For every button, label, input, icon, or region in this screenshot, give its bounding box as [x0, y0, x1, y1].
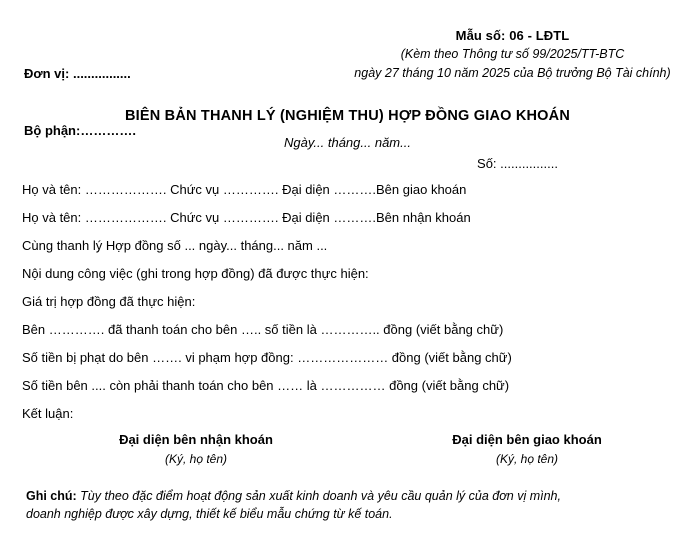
contract-reference-line: Cùng thanh lý Hợp đồng số ... ngày... tháng... năm ...	[22, 238, 328, 253]
page-title: BIÊN BẢN THANH LÝ (NGHIỆM THU) HỢP ĐỒNG GIAO KHOÁN	[124, 108, 570, 124]
signature-assignee-title: Đại diện bên nhận khoán	[119, 432, 273, 447]
signature-assignor-title: Đại diện bên giao khoán	[452, 432, 602, 447]
document-number-value: Số: ................	[477, 156, 558, 171]
circular-reference-line-1: (Kèm theo Thông tư số 99/2025/TT-BTC	[400, 47, 625, 61]
contract-value-line: Giá trị hợp đồng đã thực hiện:	[22, 294, 196, 309]
title-block	[0, 108, 695, 150]
representative-line-assignee: Họ và tên: ………………. Chức vụ …………. Đại diện ……….Bên nhận khoán	[22, 210, 471, 225]
circular-reference-line-2: ngày 27 tháng 10 năm 2025 của Bộ trưởng Bộ Tài chính)	[354, 66, 671, 80]
footer-note-text-line-1: Tùy theo đặc điểm hoạt động sản xuất kinh doanh và yêu cầu quản lý của đơn vị mình,	[76, 489, 561, 503]
work-content-line: Nội dung công việc (ghi trong hợp đồng) đã được thực hiện:	[22, 266, 369, 281]
document-date-line: Ngày... tháng... năm...	[284, 135, 411, 150]
document-number-line	[0, 156, 695, 171]
signature-assignor	[407, 432, 647, 466]
amount-paid-line: Bên …………. đã thanh toán cho bên ….. số tiền là ………….. đồng (viết bằng chữ)	[22, 322, 504, 337]
signature-block	[0, 432, 695, 472]
department-field: Bộ phận:………….	[24, 123, 136, 138]
conclusion-line: Kết luận:	[22, 406, 74, 421]
footer-note-label: Ghi chú:	[26, 489, 77, 503]
unit-field: Đơn vị: ................	[24, 66, 131, 81]
representative-line-assignor: Họ và tên: ………………. Chức vụ …………. Đại diện ……….Bên giao khoán	[22, 182, 467, 197]
footer-note	[26, 487, 666, 523]
penalty-amount-line: Số tiền bị phạt do bên ……. vi phạm hợp đồng: ………………… đồng (viết bằng chữ)	[22, 350, 512, 365]
signature-assignee	[76, 432, 316, 466]
footer-note-text-line-2: doanh nghiệp được xây dựng, thiết kế biểu mẫu chứng từ kế toán.	[26, 507, 393, 521]
remaining-amount-line: Số tiền bên .... còn phải thanh toán cho bên …… là …………… đồng (viết bằng chữ)	[22, 378, 510, 393]
signature-assignor-subtitle: (Ký, họ tên)	[495, 452, 559, 466]
form-reference-block	[330, 26, 695, 83]
signature-assignee-subtitle: (Ký, họ tên)	[164, 452, 228, 466]
form-code: Mẫu số: 06 - LĐTL	[455, 28, 570, 43]
document-body	[22, 181, 672, 433]
